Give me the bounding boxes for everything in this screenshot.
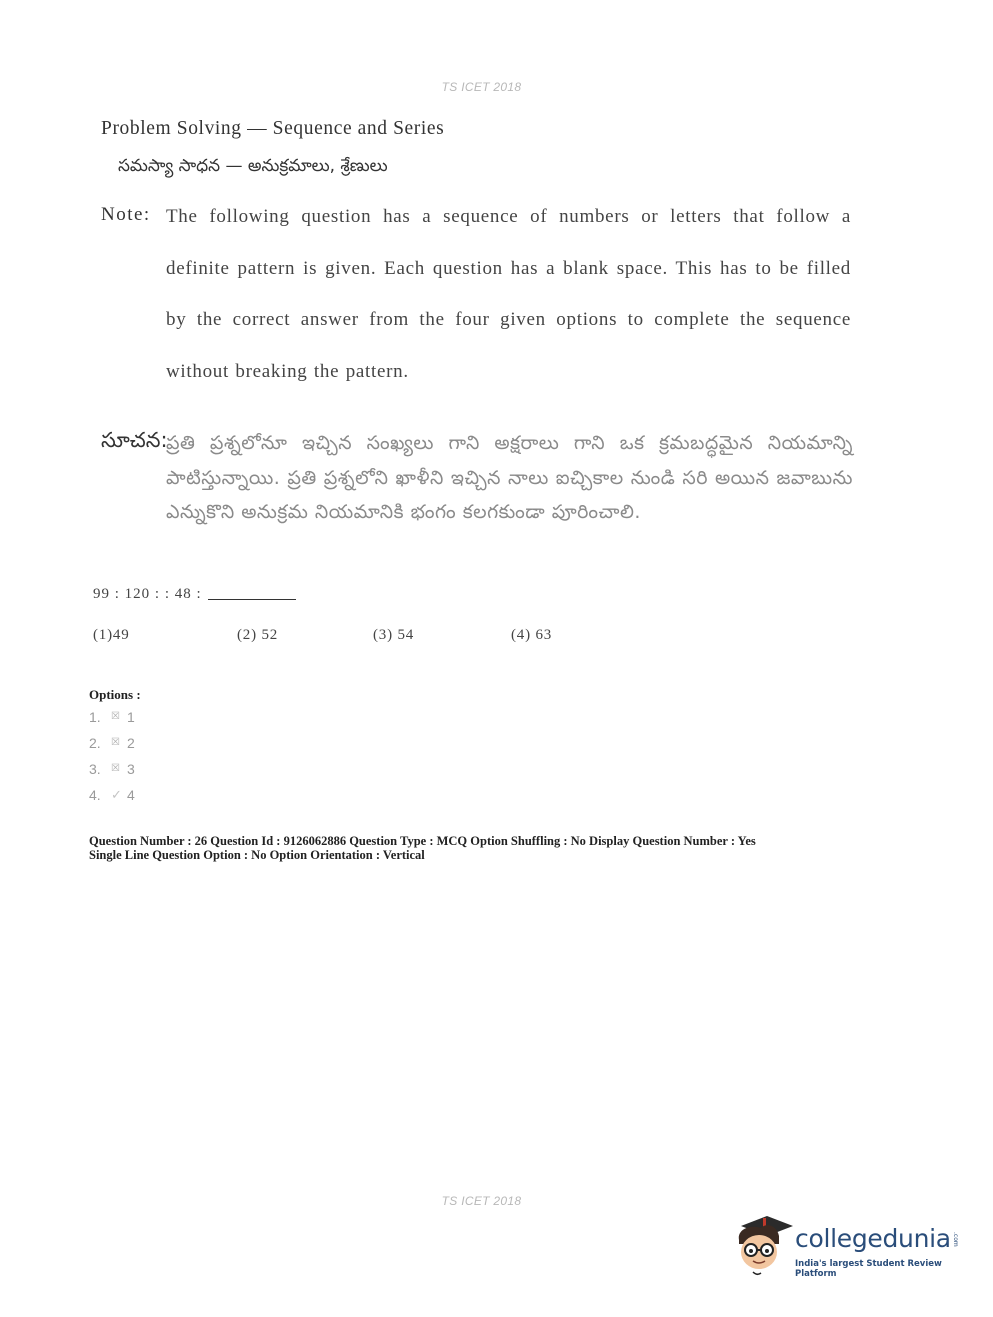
option-item: [89, 761, 135, 777]
telugu-note-label: సూచన:: [101, 428, 168, 452]
option-label: 1: [127, 709, 135, 725]
choice-4: (4) 63: [511, 627, 553, 643]
option-label: 4: [127, 787, 135, 803]
option-item: [89, 735, 135, 751]
choice-2: (2) 52: [237, 627, 279, 643]
option-number: 3.: [89, 761, 101, 777]
logo-tagline: India's largest Student Review Platform: [795, 1259, 942, 1279]
telugu-note-block: [101, 428, 853, 530]
metadata-line-1: Question Number : 26 Question Id : 9126062886 Question Type : MCQ Option Shuffling : No Display Question Number : Yes: [89, 834, 756, 848]
check-mark-icon: ✓: [111, 787, 122, 802]
option-item: [89, 787, 135, 803]
mascot-icon: [733, 1210, 795, 1282]
header-watermark: TS ICET 2018: [441, 80, 522, 94]
choice-1: (1)49: [93, 627, 130, 643]
section-title: Problem Solving — Sequence and Series: [101, 118, 445, 139]
question-sequence: 99 : 120 : : 48 :: [93, 586, 202, 602]
wrong-mark-icon: ☒: [111, 763, 120, 774]
question-text: [93, 586, 296, 603]
collegedunia-logo: [733, 1210, 963, 1280]
choice-3: (3) 54: [373, 627, 415, 643]
logo-wordmark: collegedunia: [795, 1224, 951, 1253]
options-title: Options :: [89, 687, 141, 702]
note-text: The following question has a sequence of numbers or letters that follow a definite pattern is given. Each question has a blank space. This has to be filled by the correct answer from the four given options to complete the sequence without breaking the pattern.: [166, 206, 851, 382]
telugu-note-text: ప్రతి ప్రశ్నలోనూ ఇచ్చిన సంఖ్యలు గాని అక్షరాలు గాని ఒక క్రమబద్ధమైన నియమాన్ని పాటిస్తున్నాయి. ప్రతి ప్రశ్నలోని ఖాళీని ఇచ్చిన నాలు ఐచ్చికాల నుండి సరి అయిన జవాబును ఎన్నుకొని అనుక్రమ నియమానికి భంగం కలగకుండా పూరించాలి.: [166, 432, 853, 523]
wrong-mark-icon: ☒: [111, 737, 120, 748]
section-title-telugu: సమస్యా సాధన — అనుక్రమాలు, శ్రేణులు: [118, 156, 388, 176]
option-label: 3: [127, 761, 135, 777]
note-block: [101, 204, 851, 397]
option-item: [89, 709, 135, 725]
metadata-line-2: Single Line Question Option : No Option Orientation : Vertical: [89, 848, 425, 862]
option-number: 1.: [89, 709, 101, 725]
option-label: 2: [127, 735, 135, 751]
option-number: 2.: [89, 735, 101, 751]
footer-watermark: TS ICET 2018: [441, 1194, 522, 1208]
note-label: Note:: [101, 204, 151, 225]
option-number: 4.: [89, 787, 101, 803]
answer-blank: [208, 599, 296, 600]
question-metadata: [89, 834, 889, 862]
wrong-mark-icon: ☒: [111, 711, 120, 722]
logo-suffix: .com: [952, 1232, 959, 1247]
